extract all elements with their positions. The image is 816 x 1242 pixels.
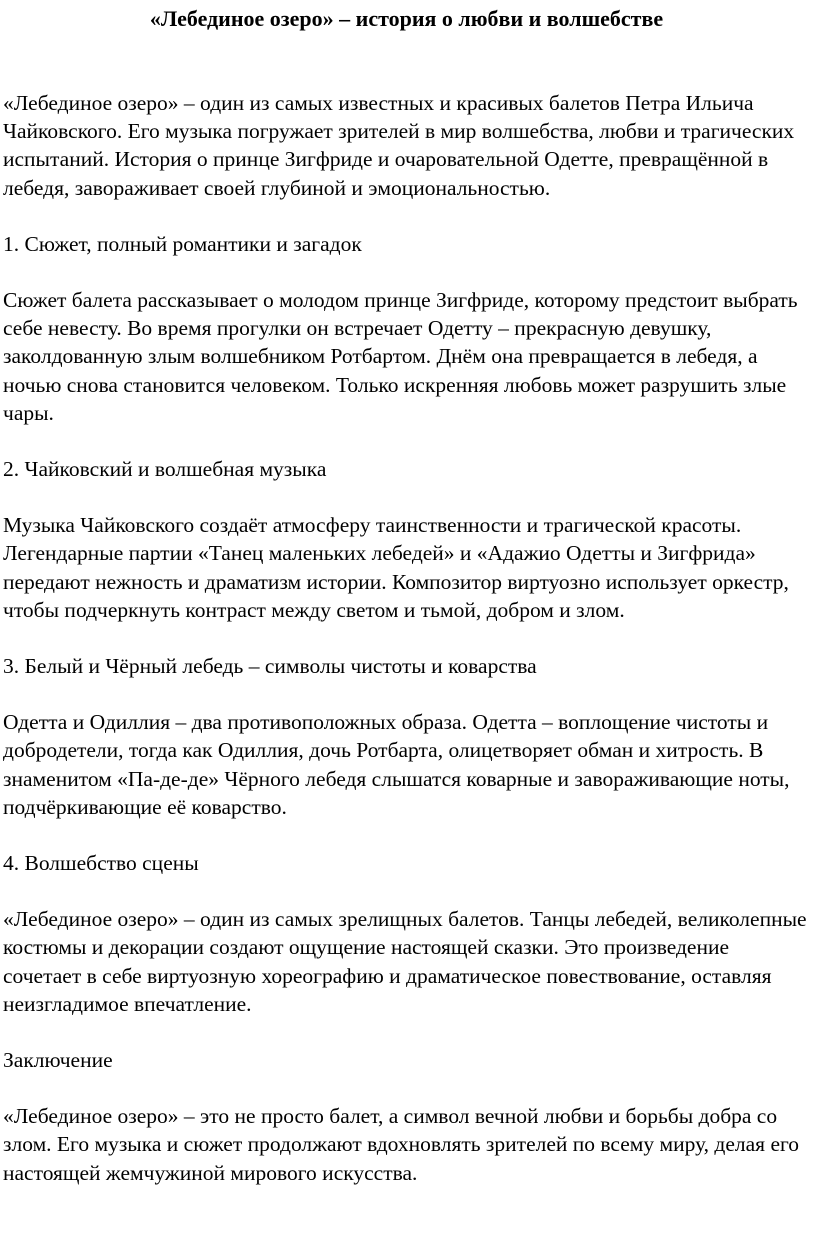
section-3-heading: 3. Белый и Чёрный лебедь – символы чистоты и коварства bbox=[3, 654, 537, 679]
section-2-paragraph: Музыка Чайковского создаёт атмосферу таинственности и трагической красоты. Легендарные партии «Танец маленьких лебедей» и «Адажио Одетты и Зигфрида» передают нежность и драматизм истории. Композитор виртуозно использует оркестр, чтобы подчеркнуть контраст между светом и тьмой, добром и злом. bbox=[3, 513, 789, 622]
section-3-paragraph: Одетта и Одиллия – два противоположных образа. Одетта – воплощение чистоты и добродетели, тогда как Одиллия, дочь Ротбарта, олицетворяет обман и хитрость. В знаменитом «Па-де-де» Чёрного лебедя слышатся коварные и завораживающие ноты, подчёркивающие её коварство. bbox=[3, 710, 790, 819]
document-title: «Лебединое озеро» – история о любви и волшебстве bbox=[149, 6, 664, 31]
conclusion-paragraph: «Лебединое озеро» – это не просто балет, а символ вечной любви и борьбы добра со злом. Его музыка и сюжет продолжают вдохновлять зрителей по всему миру, делая его настоящей жемчужиной мирового искусства. bbox=[3, 1104, 800, 1185]
conclusion-heading: Заключение bbox=[3, 1048, 113, 1073]
section-4-paragraph: «Лебединое озеро» – один из самых зрелищных балетов. Танцы лебедей, великолепные костюмы и декорации создают ощущение настоящей сказки. Это произведение сочетает в себе виртуозную хореографию и драматическое повествование, оставляя неизгладимое впечатление. bbox=[3, 907, 807, 1016]
section-4-heading: 4. Волшебство сцены bbox=[3, 851, 199, 876]
section-2-heading: 2. Чайковский и волшебная музыка bbox=[3, 457, 327, 482]
section-1-paragraph: Сюжет балета рассказывает о молодом принце Зигфриде, которому предстоит выбрать себе невесту. Во время прогулки он встречает Одетту – прекрасную девушку, заколдованную злым волшебником Ротбартом. Днём она превращается в лебедя, а ночью снова становится человеком. Только искренняя любовь может разрушить злые чары. bbox=[3, 288, 798, 425]
section-1-heading: 1. Сюжет, полный романтики и загадок bbox=[3, 231, 362, 256]
intro-paragraph: «Лебединое озеро» – один из самых известных и красивых балетов Петра Ильича Чайковского. Его музыка погружает зрителей в мир волшебства, любви и трагических испытаний. История о принце Зигфриде и очаровательной Одетте, превращённой в лебедя, завораживает своей глубиной и эмоциональностью. bbox=[3, 91, 795, 200]
